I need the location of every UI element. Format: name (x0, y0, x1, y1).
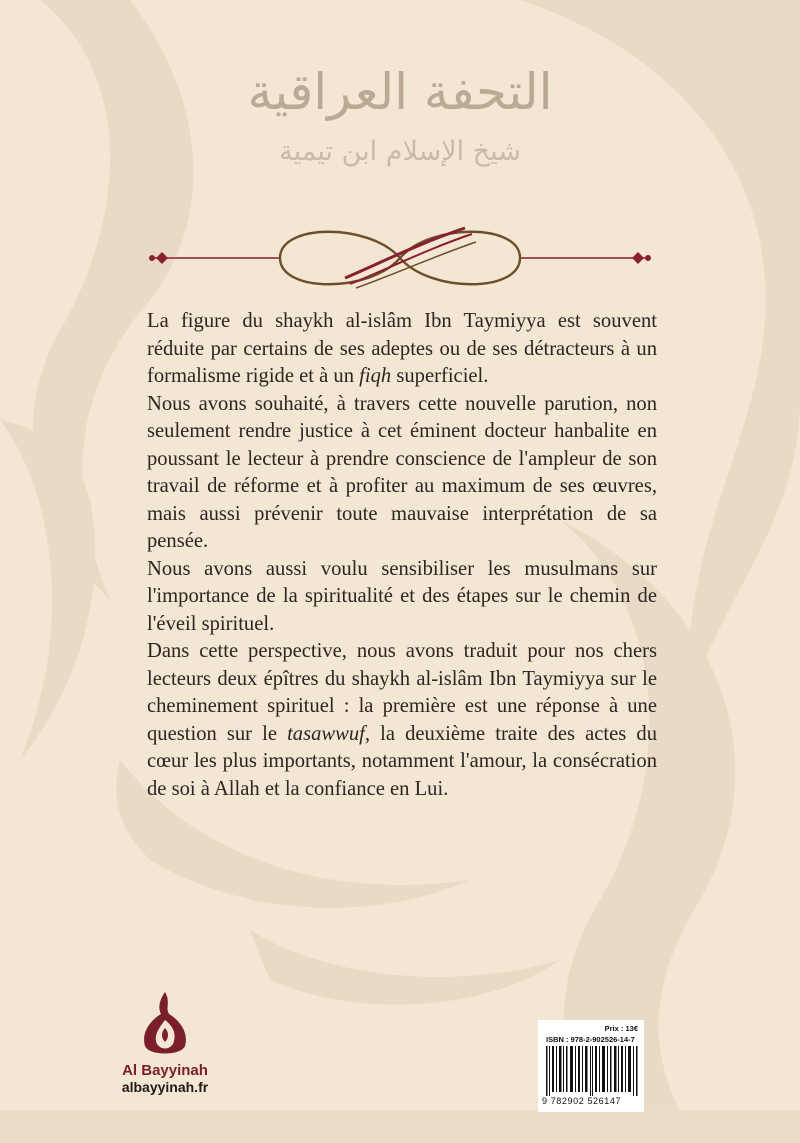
infinity-ornament-divider (140, 218, 660, 298)
blurb-paragraph-3: Nous avons aussi voulu sensibiliser les musulmans sur l'importance de la spiritualité et des étapes sur le chemin de l'éveil spirituel. (147, 557, 657, 635)
flame-dome-logo-icon (135, 990, 195, 1060)
blurb-paragraph-2: Nous avons souhaité, à travers cette nouvelle parution, non seulement rendre justice à cet éminent docteur hanbalite en poussant le lecteur à prendre conscience de l'ampleur de son travail de réforme et à profiter au maximum de ses œuvres, mais aussi prévenir toute mauvaise interprétation de sa pensée. (147, 392, 657, 552)
arabic-subtitle: شيخ الإسلام ابن تيمية (279, 136, 521, 167)
publisher-url: albayyinah.fr (121, 1079, 209, 1095)
publisher-block (110, 990, 220, 1095)
blurb-paragraph-4: Dans cette perspective, nous avons traduit pour nos chers lecteurs deux épîtres du shaykh al-islâm Ibn Taymiyya sur le cheminement spirituel : la première est une réponse à une question sur le tasawwuf, la deuxième traite des actes du cœur les plus importants, notamment l'amour, la consécration de soi à Allah et la confiance en Lui. (147, 640, 657, 800)
barcode-bars (546, 1046, 638, 1096)
publisher-name: Al Bayyinah (122, 1062, 208, 1079)
blurb-paragraph-1: La figure du shaykh al-islâm Ibn Taymiyya est souvent réduite par certains de ses adeptes ou de ses détracteurs à un formalisme rigide et à un fiqh superficiel. (147, 310, 657, 387)
isbn-label: ISBN : 978-2-902526-14-7 (546, 1035, 635, 1044)
title-block (200, 60, 600, 172)
arabic-title: التحفة العراقية (247, 63, 553, 121)
barcode-box (538, 1020, 644, 1112)
barcode-digits: 9 782902 526147 (542, 1096, 622, 1106)
price-label: Prix : 13€ (604, 1024, 638, 1033)
back-cover-blurb (147, 308, 657, 803)
